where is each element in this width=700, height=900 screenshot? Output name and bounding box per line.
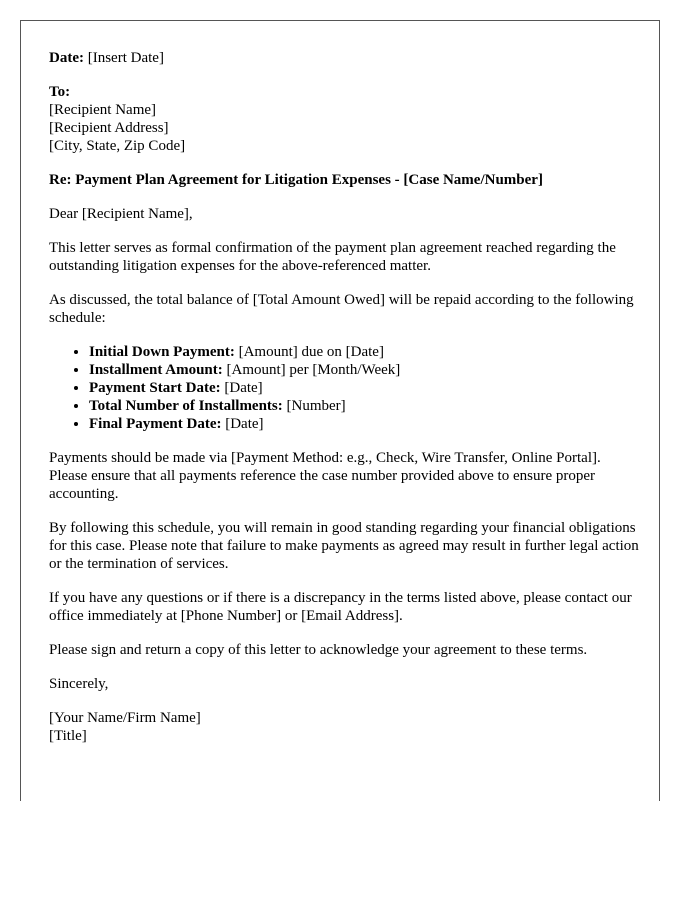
signer-title: [Title] bbox=[49, 728, 87, 744]
schedule-label: Payment Start Date: bbox=[89, 380, 221, 396]
schedule-value: [Date] bbox=[220, 380, 263, 396]
schedule-value: [Date] bbox=[221, 416, 264, 432]
balance-paragraph: As discussed, the total balance of [Total Amount Owed] will be repaid according to the following schedule: bbox=[49, 292, 634, 326]
recipient-block bbox=[49, 83, 639, 155]
schedule-label: Final Payment Date: bbox=[89, 416, 222, 432]
closing: Sincerely, bbox=[49, 676, 109, 692]
list-item bbox=[89, 343, 639, 361]
letter-page bbox=[20, 20, 660, 801]
date-label: Date: bbox=[49, 50, 84, 66]
list-item bbox=[89, 415, 639, 433]
sign-return-paragraph: Please sign and return a copy of this letter to acknowledge your agreement to these terms. bbox=[49, 642, 588, 658]
schedule-value: [Amount] per [Month/Week] bbox=[222, 362, 401, 378]
payment-method-paragraph: Payments should be made via [Payment Method: e.g., Check, Wire Transfer, Online Portal]. Please ensure that all payments reference the case number provided above to ensure proper accounting. bbox=[49, 450, 601, 502]
to-label: To: bbox=[49, 84, 71, 100]
recipient-name: [Recipient Name] bbox=[49, 102, 157, 118]
intro-paragraph: This letter serves as formal confirmation of the payment plan agreement reached regarding the outstanding litigation expenses for the above-referenced matter. bbox=[49, 240, 616, 274]
date-line bbox=[49, 49, 639, 67]
schedule-value: [Number] bbox=[282, 398, 346, 414]
schedule-label: Total Number of Installments: bbox=[89, 398, 283, 414]
recipient-address: [Recipient Address] bbox=[49, 120, 169, 136]
payment-schedule-list bbox=[49, 343, 639, 433]
letter-content bbox=[49, 49, 639, 761]
schedule-label: Initial Down Payment: bbox=[89, 344, 235, 360]
subject-line bbox=[49, 171, 639, 189]
signature-block bbox=[49, 709, 639, 745]
schedule-label: Installment Amount: bbox=[89, 362, 223, 378]
recipient-city: [City, State, Zip Code] bbox=[49, 138, 186, 154]
standing-paragraph: By following this schedule, you will remain in good standing regarding your financial obligations for this case. Please note that failure to make payments as agreed may result in further legal action or the termination of services. bbox=[49, 520, 639, 572]
list-item bbox=[89, 397, 639, 415]
schedule-value: [Amount] due on [Date] bbox=[234, 344, 384, 360]
signer-name: [Your Name/Firm Name] bbox=[49, 710, 201, 726]
salutation: Dear [Recipient Name], bbox=[49, 206, 193, 222]
list-item bbox=[89, 361, 639, 379]
subject-text: Re: Payment Plan Agreement for Litigation Expenses - [Case Name/Number] bbox=[49, 172, 543, 188]
date-value: [Insert Date] bbox=[83, 50, 164, 66]
list-item bbox=[89, 379, 639, 397]
contact-paragraph: If you have any questions or if there is a discrepancy in the terms listed above, please contact our office immediately at [Phone Number] or [Email Address]. bbox=[49, 590, 632, 624]
